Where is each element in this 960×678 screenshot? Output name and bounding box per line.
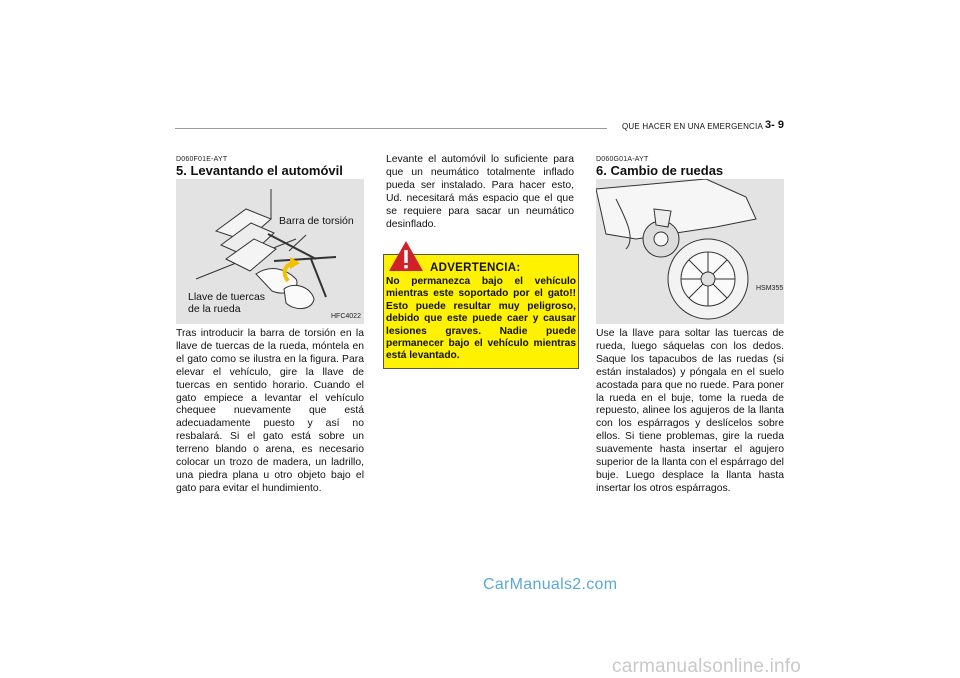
label-torsion-bar: Barra de torsión — [279, 215, 354, 227]
page-number: 3- 9 — [765, 119, 784, 131]
warning-title: ADVERTENCIA: — [430, 262, 521, 274]
section-code: D060G01A-AYT — [596, 156, 649, 163]
section-code: D060F01E-AYT — [176, 156, 228, 163]
watermark-carmanuals2[interactable]: CarManuals2.com — [483, 576, 618, 593]
label-wheel-wrench-line2: de la rueda — [188, 303, 241, 315]
figure-wheel-change — [596, 179, 784, 324]
paragraph-raise-vehicle: Levante el automóvil lo suficiente para que un neumático totalmente inflado pueda ser instalado. Para hacer esto, Ud. necesitará más espacio que el que se requiere para sacar un neumático desinflado. — [386, 154, 574, 230]
label-wheel-wrench-line1: Llave de tuercas — [188, 291, 266, 303]
section-title-changing: 6. Cambio de ruedas — [596, 163, 724, 178]
watermark-carmanualsonline[interactable]: carmanualsonline.info — [612, 656, 802, 677]
header-rule — [175, 128, 607, 129]
section-title-lifting: 5. Levantando el automóvil — [176, 163, 343, 178]
header-section-title: QUE HACER EN UNA EMERGENCIA — [622, 122, 763, 131]
figure-code: HSM355 — [756, 285, 784, 292]
figure-jack-illustration — [176, 179, 364, 324]
paragraph-changing-wheel: Use la llave para soltar las tuercas de rueda, luego sáquelas con los dedos. Saque los tapacubos de las ruedas (si están instalados) y póngala en el suelo acostada para que no ruede. Para poner la rueda en el buje, tome la rueda de repuesto, alinee los agujeros de la llanta con los espárragos y deslícelos sobre ellos. Si tiene problemas, gire la rueda suavemente hasta insertar el agujero superior de la llanta con el espárrago del buje. Luego desplace la llanta hasta insertar los otros espárragos. — [596, 328, 784, 494]
paragraph-lifting: Tras introducir la barra de torsión en la llave de tuercas de la rueda, móntela en el gato como se ilustra en la figura. Para elevar el vehículo, gire la llave de tuercas en sentido horario. Cuando el gato empiece a levantar el vehículo chequee nuevamente que está adecuadamente puesto y así no resbalará. Si el gato está sobre un terreno blando o arena, es necesario colocar un trozo de madera, un ladrillo, una piedra plana u otro objeto bajo el gato para evitar el hundimiento. — [176, 328, 364, 494]
warning-triangle-icon — [388, 240, 424, 272]
warning-text: No permanezca bajo el vehículo mientras este soportado por el gato!! Esto puede resultar muy peligroso, debido que este puede caer y causar lesiones graves. Nadie puede permanecer bajo el vehículo mientras está levantado. — [386, 276, 576, 362]
figure-code: HFC4022 — [331, 313, 361, 320]
wheel-drawing — [596, 179, 784, 324]
